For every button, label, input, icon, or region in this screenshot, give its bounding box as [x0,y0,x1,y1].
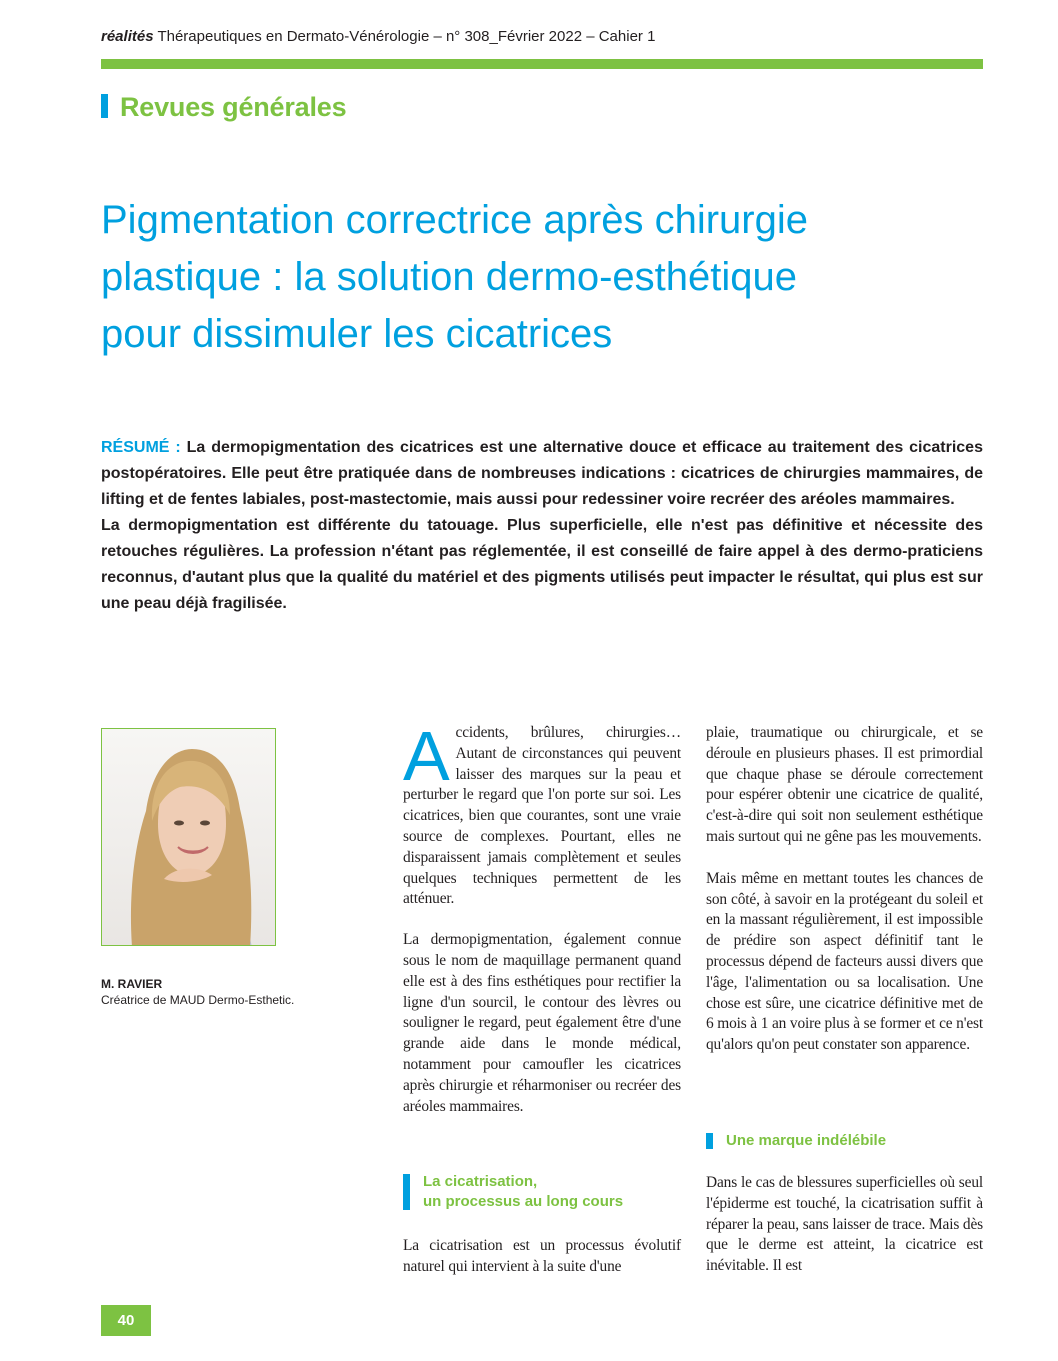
subhead-line: un processus au long cours [423,1193,624,1210]
abstract-text: La dermopigmentation des cicatrices est une alternative douce et efficace au traitement des cicatrices postopératoires. Elle peut être pratiquée dans de nombreuses indications : cicatrices de chirurgies mammaires, de lifting et de fentes labiales, post-mastectomie, mais aussi pour redessiner voire recréer des aréoles mammaires. [101,439,983,508]
drop-cap: A [403,717,450,795]
abstract-paragraph [101,435,983,513]
body-paragraph: La dermopigmentation, également connue sous le nom de maquillage permanent quand elle est à des fins esthétiques pour rectifier la ligne d'un sourcil, le contour des lèvres ou souligner le regard, peut également être d'une grande aide dans le monde médical, notamment pour camoufler les cicatrices après chirurgie et réharmoniser ou recréer des aréoles mammaires. [403,931,681,1115]
author-role: Créatrice de MAUD Dermo-Esthetic. [101,993,295,1007]
journal-issue: Thérapeutiques en Dermato-Vénérologie – n° 308_Février 2022 – Cahier 1 [157,28,656,45]
subhead-marque-indelebile [706,1131,886,1151]
subhead-line: Une marque indélébile [726,1132,887,1149]
article-title [101,192,1001,363]
section-label: Revues générales [120,92,347,122]
body-column-1-continued [403,1236,681,1278]
journal-brand: réalités [101,28,154,45]
body-paragraph: plaie, traumatique ou chirurgicale, et se déroule en plusieurs phases. Il est primordial que chaque phase se déroule correctement pour espérer obtenir une cicatrice de qualité, c'est-à-dire qui soit non seulement esthétique mais surtout qui ne gêne pas les mouvements. [706,724,983,845]
subhead-bar [403,1174,410,1210]
abstract-label: RÉSUMÉ : [101,439,181,456]
body-paragraph: La cicatrisation est un processus évolutif naturel qui intervient à la suite d'une [403,1237,681,1275]
abstract-paragraph: La dermopigmentation est différente du tatouage. Plus superficielle, elle n'est pas définitive et nécessite des retouches régulières. La profession n'étant pas réglementée, il est conseillé de faire appel à des dermo-praticiens reconnus, d'autant plus que la qualité du matériel et des pigments utilisés peut impacter le résultat, qui plus est sur une peau déjà fragilisée. [101,517,983,612]
abstract [101,435,983,617]
title-line: pour dissimuler les cicatrices [101,312,613,356]
page-number: 40 [101,1305,151,1336]
body-column-2 [706,723,983,1056]
section-bar [101,94,108,118]
body-paragraph: Mais même en mettant toutes les chances de son côté, à savoir en la protégeant du soleil et en la massant régulièrement, il est impossible de prédire son aspect définitif tant le processus dépend de facteurs aussi divers que l'âge, l'alimentation ou sa localisation. Une chose est sûre, une cicatrice définitive met de 6 mois à 1 an voire plus à se former et ce n'est qu'alors qu'on peut constater son apparence. [706,869,983,1054]
running-header [101,28,655,45]
body-paragraph: Dans le cas de blessures superficielles où seul l'épiderme est touché, la cicatrisation suffit à réparer la peau, sans laisser de trace. Mais dès que le derme est atteint, la cicatrice est inévitable. Il est [706,1174,983,1275]
author-name: M. RAVIER [101,977,163,991]
header-rule [101,59,983,69]
author-portrait-icon [102,729,276,946]
subhead-bar [706,1133,713,1149]
body-column-2-continued [706,1173,983,1277]
title-line: Pigmentation correctrice après chirurgie [101,198,808,242]
title-line: plastique : la solution dermo-esthétique [101,255,797,299]
section-kicker [101,92,346,123]
body-text: ccidents, brûlures, chirurgies… Autant de circonstances qui peuvent laisser des marques sur la peau et perturber le regard que l'on porte sur soi. Les cicatrices, bien que courantes, sont une vraie source de complexes. Pourtant, elles ne disparaissent jamais complètement et seules quelques techniques permettent de les atténuer. [403,724,681,908]
subhead-cicatrisation [403,1172,623,1212]
subhead-line: La cicatrisation, [423,1173,538,1190]
body-column-1 [403,717,681,1117]
author-photo [101,728,276,946]
body-paragraph [403,717,681,910]
